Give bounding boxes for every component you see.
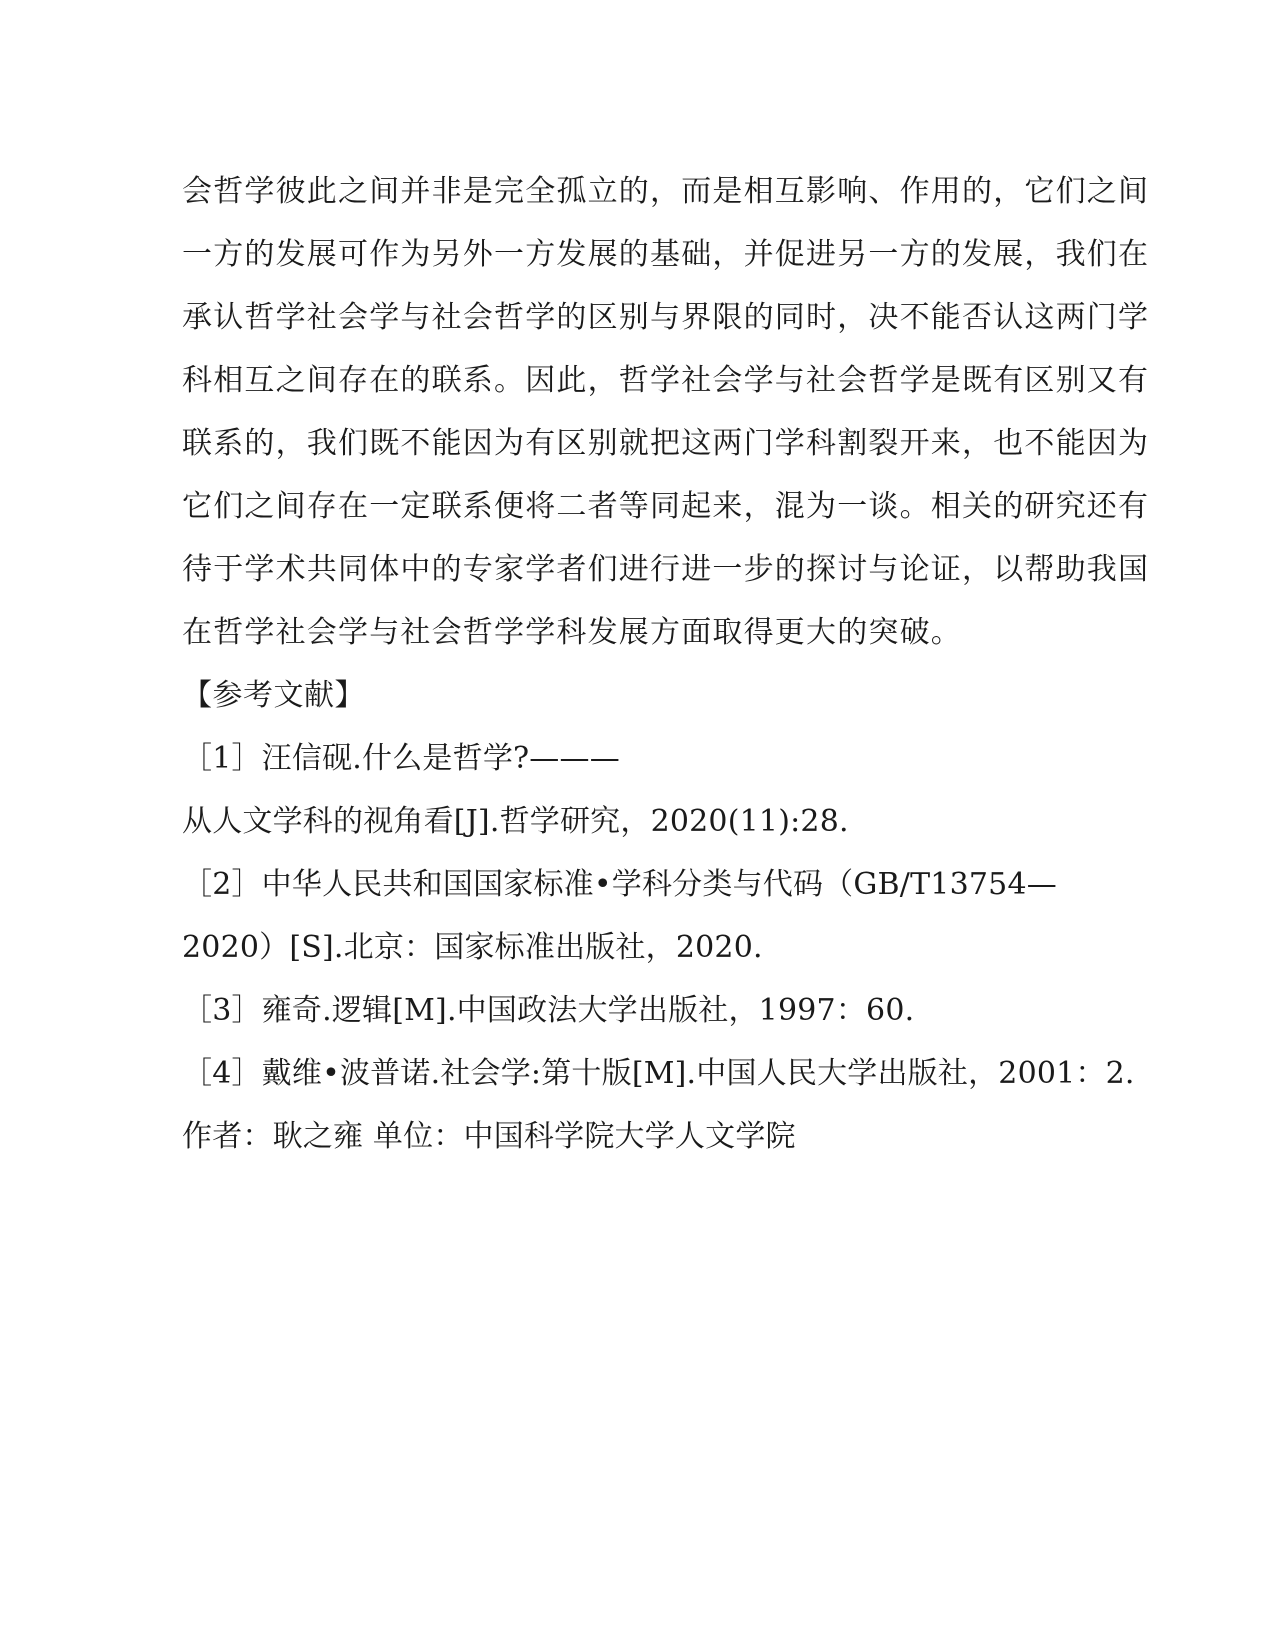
reference-line: ［3］雍奇.逻辑[M].中国政法大学出版社，1997：60. [182,993,915,1028]
paragraph-line: 会哲学彼此之间并非是完全孤立的，而是相互影响、作用的，它们之间 [182,174,1150,209]
reference-line: ［1］汪信砚.什么是哲学?——— [182,741,620,776]
references-heading: 【参考文献】 [182,678,365,713]
reference-line: 2020）[S].北京：国家标准出版社，2020. [182,930,763,965]
paragraph-line: 在哲学社会学与社会哲学学科发展方面取得更大的突破。 [182,615,962,650]
reference-line: 从人文学科的视角看[J].哲学研究，2020(11):28. [182,804,849,839]
paragraph-line: 它们之间存在一定联系便将二者等同起来，混为一谈。相关的研究还有 [182,489,1150,524]
paragraph-line: 科相互之间存在的联系。因此，哲学社会学与社会哲学是既有区别又有 [182,363,1150,398]
reference-line: ［4］戴维•波普诺.社会学:第十版[M].中国人民大学出版社，2001：2. [182,1056,1135,1091]
author-affiliation: 作者：耿之雍 单位：中国科学院大学人文学院 [182,1119,796,1154]
references-section [182,664,1135,1105]
paragraph-line: 承认哲学社会学与社会哲学的区别与界限的同时，决不能否认这两门学 [182,300,1150,335]
reference-line: ［2］中华人民共和国国家标准•学科分类与代码（GB/T13754— [182,867,1057,902]
paragraph-line: 一方的发展可作为另外一方发展的基础，并促进另一方的发展，我们在 [182,237,1150,272]
paragraph-line: 待于学术共同体中的专家学者们进行进一步的探讨与论证，以帮助我国 [182,552,1150,587]
document-body [182,160,1150,1168]
body-paragraph [182,160,1150,664]
paragraph-line: 联系的，我们既不能因为有区别就把这两门学科割裂开来，也不能因为 [182,426,1150,461]
